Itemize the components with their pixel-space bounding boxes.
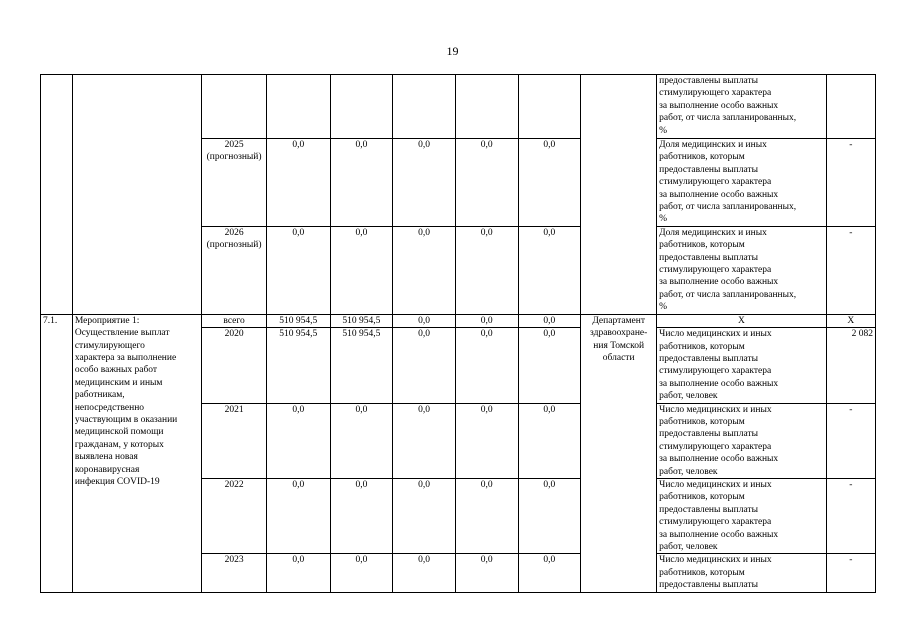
name-cell-empty bbox=[72, 75, 201, 315]
value-cell: 0,0 bbox=[266, 478, 330, 553]
value-cell: 0,0 bbox=[266, 139, 330, 227]
value-cell: 0,0 bbox=[518, 139, 581, 227]
value-cell: 510 954,5 bbox=[266, 314, 330, 327]
value-cell: 0,0 bbox=[330, 226, 393, 314]
indicator-cell: Число медицинских и иных работников, которым предоставлены выплаты стимулирующего характера за выполнение особо важных работ, человек bbox=[657, 478, 826, 553]
value-cell: 0,0 bbox=[455, 554, 518, 592]
target-cell: - bbox=[826, 554, 875, 592]
indicator-cell: предоставлены выплаты стимулирующего характера за выполнение особо важных работ, от числа запланированных, % bbox=[657, 75, 826, 139]
value-cell: 0,0 bbox=[393, 478, 456, 553]
value-cell: 0,0 bbox=[330, 554, 393, 592]
target-cell: - bbox=[826, 403, 875, 478]
value-cell: 0,0 bbox=[455, 403, 518, 478]
value-cell: 0,0 bbox=[330, 478, 393, 553]
activity-number: 7.1. bbox=[41, 314, 73, 592]
value-cell: 0,0 bbox=[330, 403, 393, 478]
indicator-cell: Х bbox=[657, 314, 826, 327]
value-cell: 0,0 bbox=[518, 314, 581, 327]
target-cell: - bbox=[826, 226, 875, 314]
page-number: 19 bbox=[446, 44, 459, 58]
value-cell: 0,0 bbox=[393, 554, 456, 592]
value-cell: 0,0 bbox=[266, 403, 330, 478]
indicator-cell: Доля медицинских и иных работников, которым предоставлены выплаты стимулирующего характера за выполнение особо важных работ, от числа запланированных, % bbox=[657, 139, 826, 227]
executor-cell-empty bbox=[581, 75, 657, 315]
target-cell: - bbox=[826, 139, 875, 227]
value-cell: 0,0 bbox=[393, 328, 456, 403]
indicator-cell: Число медицинских и иных работников, которым предоставлены выплаты стимулирующего характера за выполнение особо важных работ, человек bbox=[657, 403, 826, 478]
value-cell: 0,0 bbox=[266, 554, 330, 592]
executor-cell: Департамент здравоохране- ния Томской области bbox=[581, 314, 657, 592]
value-cell: 0,0 bbox=[330, 139, 393, 227]
value-cell: 0,0 bbox=[393, 139, 456, 227]
year-cell: всего bbox=[202, 314, 267, 327]
value-cell: 0,0 bbox=[518, 328, 581, 403]
value-cell: 0,0 bbox=[518, 554, 581, 592]
value-cell: 0,0 bbox=[455, 328, 518, 403]
indicator-cell: Число медицинских и иных работников, которым предоставлены выплаты стимулирующего характера за выполнение особо важных работ, человек bbox=[657, 328, 826, 403]
year-cell: 2026 (прогнозный) bbox=[202, 226, 267, 314]
target-cell: Х bbox=[826, 314, 875, 327]
target-cell: - bbox=[826, 478, 875, 553]
value-cell: 0,0 bbox=[455, 478, 518, 553]
table-row-total bbox=[41, 314, 876, 327]
value-cell: 0,0 bbox=[393, 314, 456, 327]
value-cell: 0,0 bbox=[393, 226, 456, 314]
value-cell: 510 954,5 bbox=[330, 328, 393, 403]
table-row bbox=[41, 75, 876, 139]
value-cell: 0,0 bbox=[518, 478, 581, 553]
value-cell: 0,0 bbox=[455, 226, 518, 314]
year-cell: 2021 bbox=[202, 403, 267, 478]
value-cell: 0,0 bbox=[393, 403, 456, 478]
value-cell: 0,0 bbox=[518, 403, 581, 478]
value-cell: 0,0 bbox=[455, 314, 518, 327]
value-cell: 510 954,5 bbox=[330, 314, 393, 327]
value-cell: 0,0 bbox=[455, 139, 518, 227]
value-cell: 0,0 bbox=[266, 226, 330, 314]
value-cell: 0,0 bbox=[518, 226, 581, 314]
year-cell: 2023 bbox=[202, 554, 267, 592]
year-cell: 2022 bbox=[202, 478, 267, 553]
year-cell: 2020 bbox=[202, 328, 267, 403]
number-cell-empty bbox=[41, 75, 73, 315]
year-cell: 2025 (прогнозный) bbox=[202, 139, 267, 227]
activity-name: Мероприятие 1: Осуществление выплат стимулирующего характера за выполнение особо важных работ медицинским и иным работникам, непосредственно участвующим в оказании медицинской помощи гражданам, у которых выявлена новая коронавирусная инфекция COVID-19 bbox=[72, 314, 201, 592]
indicator-cell: Доля медицинских и иных работников, которым предоставлены выплаты стимулирующего характера за выполнение особо важных работ, от числа запланированных, % bbox=[657, 226, 826, 314]
value-cell: 510 954,5 bbox=[266, 328, 330, 403]
target-cell: 2 082 bbox=[826, 328, 875, 403]
program-table bbox=[40, 74, 876, 593]
indicator-cell: Число медицинских и иных работников, которым предоставлены выплаты bbox=[657, 554, 826, 592]
